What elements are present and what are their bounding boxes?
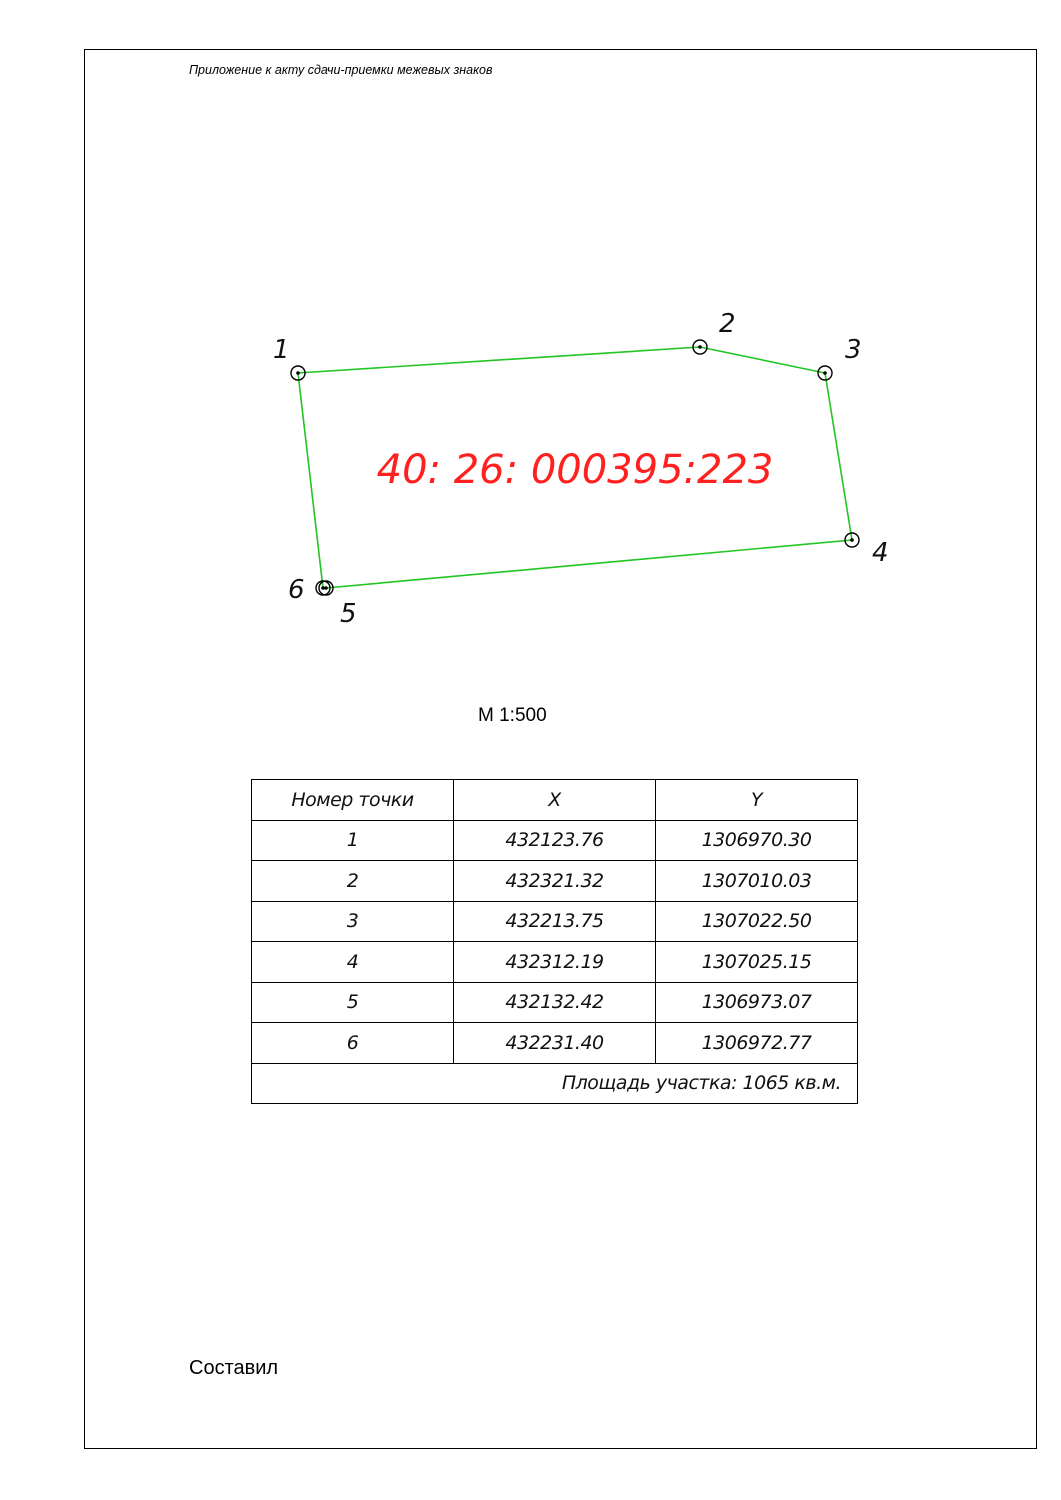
cell-y: 1307010.03 (656, 861, 858, 902)
table-row (252, 901, 858, 942)
point-label-2: 2 (719, 309, 736, 339)
cell-x: 432132.42 (454, 982, 656, 1023)
cell-y: 1306973.07 (656, 982, 858, 1023)
cell-x: 432321.32 (454, 861, 656, 902)
cell-point: 2 (252, 861, 454, 902)
composed-by-label: Составил (189, 1357, 279, 1379)
cadastral-number: 40: 26: 000395:223 (376, 447, 774, 493)
table-row (252, 982, 858, 1023)
cell-x: 432123.76 (454, 820, 656, 861)
cell-point: 4 (252, 942, 454, 983)
cell-y: 1306970.30 (656, 820, 858, 861)
cell-x: 432231.40 (454, 1023, 656, 1064)
header-point-number: Номер точки (252, 780, 454, 821)
cell-point: 6 (252, 1023, 454, 1064)
header-note: Приложение к акту сдачи-приемки межевых знаков (189, 63, 493, 77)
cell-point: 3 (252, 901, 454, 942)
cell-point: 5 (252, 982, 454, 1023)
cell-x: 432312.19 (454, 942, 656, 983)
cell-point: 1 (252, 820, 454, 861)
cell-x: 432213.75 (454, 901, 656, 942)
parcel-plan (0, 0, 1061, 700)
table-row (252, 1023, 858, 1064)
point-label-4: 4 (872, 538, 889, 568)
point-label-1: 1 (273, 335, 290, 365)
table-row (252, 861, 858, 902)
table-row (252, 820, 858, 861)
table-header-row (252, 780, 858, 821)
table-area-row (252, 1063, 858, 1104)
area-cell: Площадь участка: 1065 кв.м. (252, 1063, 858, 1104)
header-x: X (454, 780, 656, 821)
table-row (252, 942, 858, 983)
coordinates-table (251, 779, 858, 1104)
header-y: Y (656, 780, 858, 821)
point-label-6: 6 (288, 575, 305, 605)
cell-y: 1306972.77 (656, 1023, 858, 1064)
cell-y: 1307025.15 (656, 942, 858, 983)
cell-y: 1307022.50 (656, 901, 858, 942)
point-label-5: 5 (340, 599, 357, 629)
point-label-3: 3 (845, 335, 862, 365)
scale-label: М 1:500 (478, 705, 547, 726)
